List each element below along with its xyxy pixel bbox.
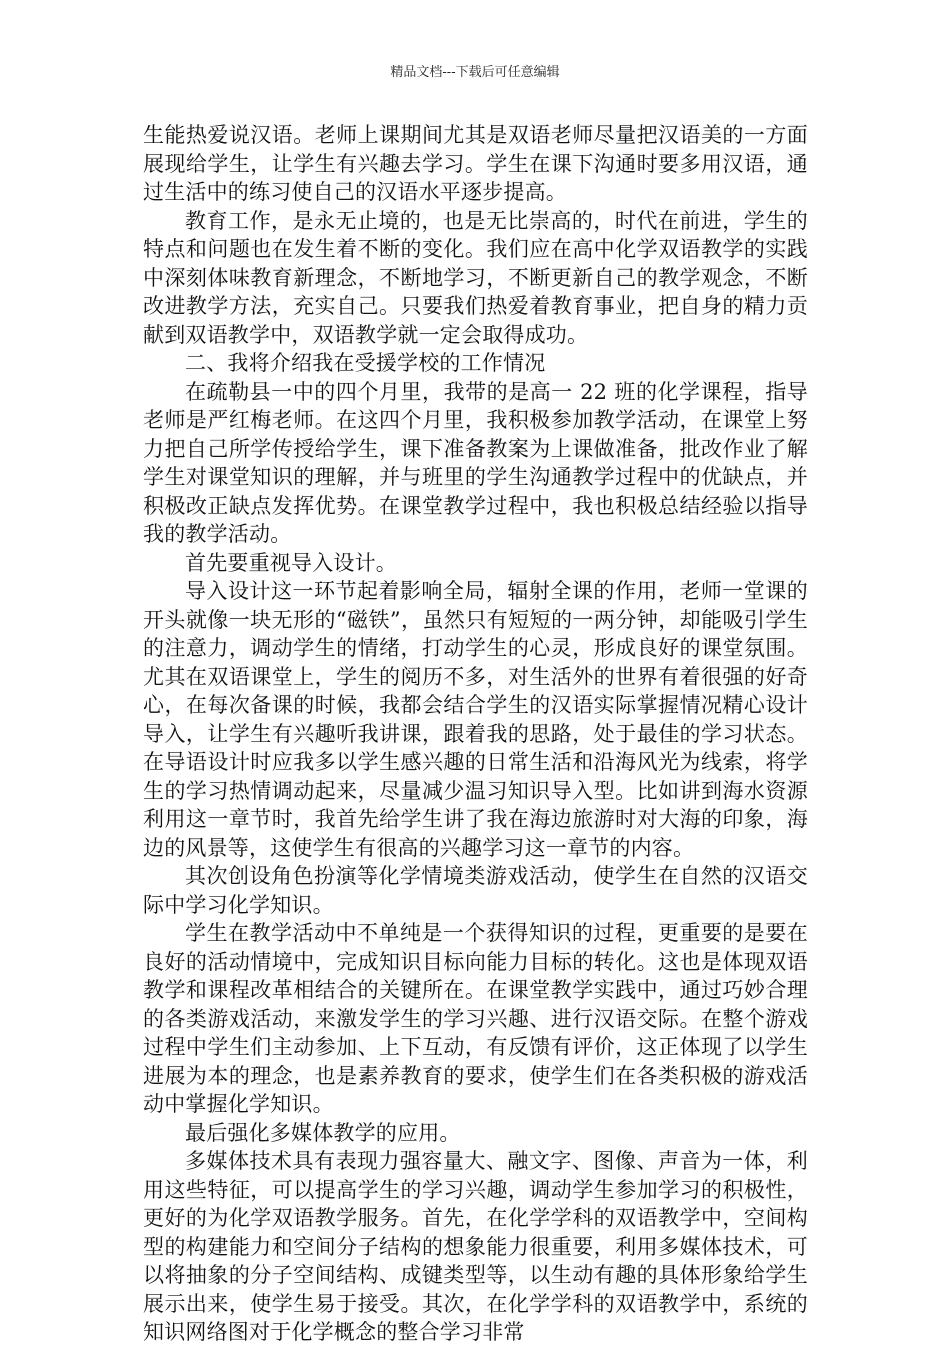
section-heading: 二、我将介绍我在受援学校的工作情况: [185, 351, 546, 375]
paragraph: 多媒体技术具有表现力强容量大、融文字、图像、声音为一体，利用这些特征，可以提高学生的学习兴趣，调动学生参加学习的积极性，更好的为化学双语教学服务。首先，在化学学科的双语教学中，空间构型的构建能力和空间分子结构的想象能力很重要，利用多媒体技术，可以将抽象的分子空间结构、成键类型等，以生动有趣的具体形象给学生展示出来，使学生易于接受。其次，在化学学科的双语教学中，系统的知识网络图对于化学概念的整合学习非常: [143, 1149, 808, 1344]
page-header: 精品文档---下载后可任意编辑: [390, 65, 560, 80]
subheading: 首先要重视导入设计。: [185, 550, 397, 575]
paragraph: 教育工作，是永无止境的，也是无比崇高的，时代在前进，学生的特点和问题也在发生着不断的变化。我们应在高中化学双语教学的实践中深刻体味教育新理念，不断地学习，不断更新自己的教学观念，不断改进教学方法，充实自己。只要我们热爱着教育事业，把自身的精力贡献到双语教学中，双语教学就一定会取得成功。: [143, 208, 808, 347]
paragraph: 生能热爱说汉语。老师上课期间尤其是双语老师尽量把汉语美的一方面展现给学生，让学生有兴趣去学习。学生在课下沟通时要多用汉语，通过生活中的练习使自己的汉语水平逐步提高。: [143, 123, 808, 204]
document-body: [143, 121, 808, 1347]
paragraph: 导入设计这一环节起着影响全局，辐射全课的作用，老师一堂课的开头就像一块无形的“磁铁”，虽然只有短短的一两分钟，却能吸引学生的注意力，调动学生的情绪，打动学生的心灵，形成良好的课堂氛围。尤其在双语课堂上，学生的阅历不多，对生活外的世界有着很强的好奇心，在每次备课的时候，我都会结合学生的汉语实际掌握情况精心设计导入，让学生有兴趣听我讲课，跟着我的思路，处于最佳的学习状态。在导语设计时应我多以学生感兴趣的日常生活和沿海风光为线索，将学生的学习热情调动起来，尽量减少温习知识导入型。比如讲到海水资源利用这一章节时，我首先给学生讲了我在海边旅游时对大海的印象，海边的风景等，这使学生有很高的兴趣学习这一章节的内容。: [143, 579, 808, 860]
paragraph: 学生在教学活动中不单纯是一个获得知识的过程，更重要的是要在良好的活动情境中，完成知识目标向能力目标的转化。这也是体现双语教学和课程改革相结合的关键所在。在课堂教学实践中，通过巧妙合理的各类游戏活动，来激发学生的学习兴趣、进行汉语交际。在整个游戏过程中学生们主动参加、上下互动，有反馈有评价，这正体现了以学生进展为本的理念，也是素养教育的要求，使学生们在各类积极的游戏活动中掌握化学知识。: [143, 921, 808, 1116]
subheading: 其次创设角色扮演等化学情境类游戏活动，使学生在自然的汉语交际中学习化学知识。: [143, 864, 808, 917]
paragraph: 在疏勒县一中的四个月里，我带的是高一 22 班的化学课程，指导老师是严红梅老师。在这四个月里，我积极参加教学活动，在课堂上努力把自己所学传授给学生，课下准备教案为上课做准备，批改作业了解学生对课堂知识的理解，并与班里的学生沟通教学过程中的优缺点，并积极改正缺点发挥优势。在课堂教学过程中，我也积极总结经验以指导我的教学活动。: [143, 379, 808, 546]
subheading: 最后强化多媒体教学的应用。: [185, 1120, 461, 1145]
